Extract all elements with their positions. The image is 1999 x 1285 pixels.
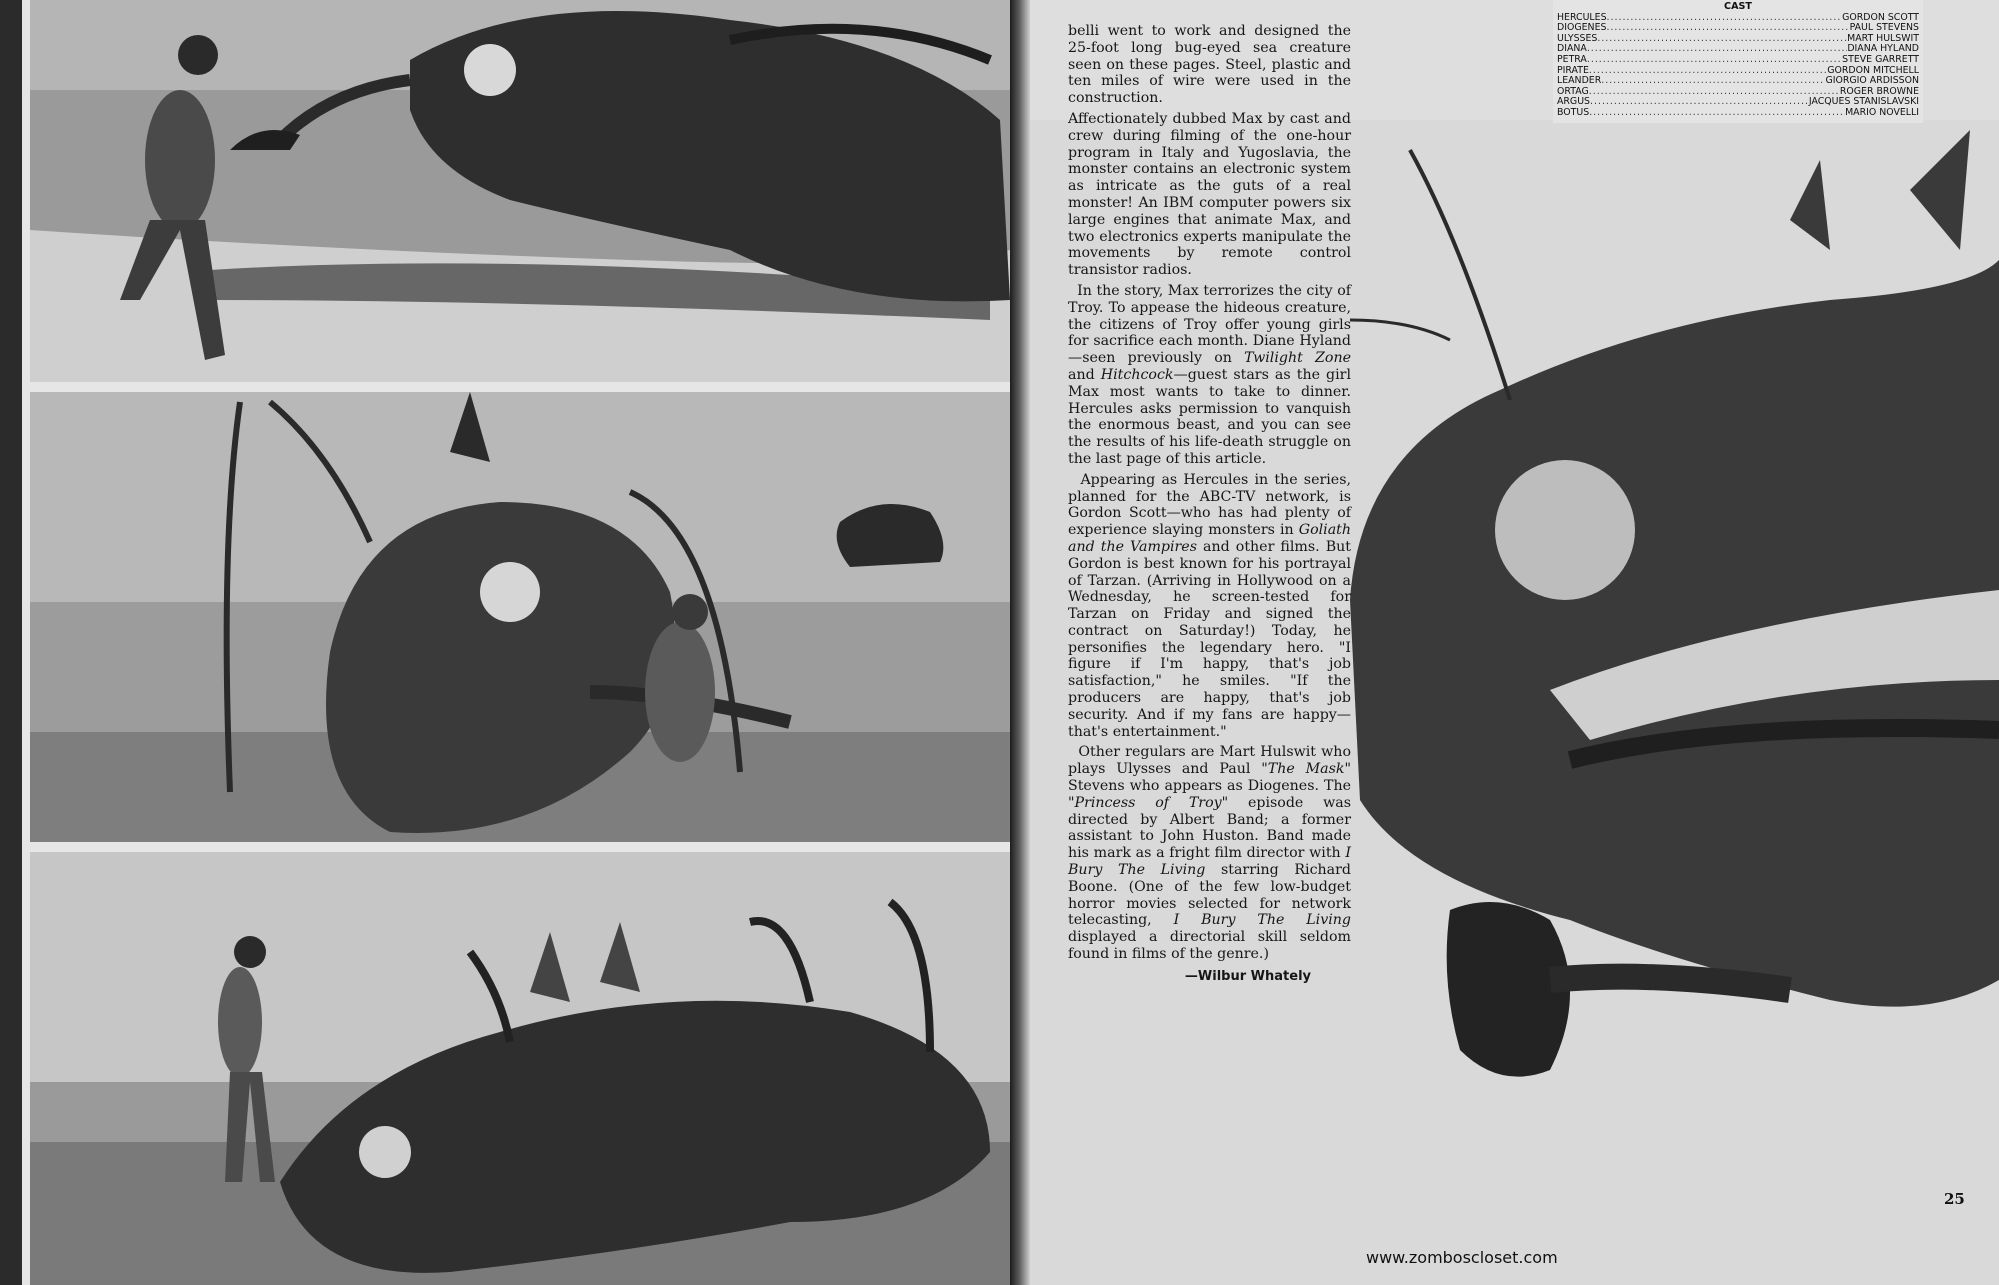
- article-paragraph-1: belli went to work and designed the 25-foot long bug-eyed sea creature seen on these pages. Steel, plastic and ten miles of wire were used in the construction.: [1068, 23, 1351, 107]
- cast-actor: DIANA HYLAND: [1847, 44, 1919, 55]
- cast-row: [1557, 44, 1919, 55]
- book-spine: [1010, 0, 1030, 1285]
- watermark-url: www.zomboscloset.com: [1366, 1248, 1558, 1267]
- cast-row: [1557, 66, 1919, 77]
- cast-role: HERCULES: [1557, 12, 1607, 23]
- cast-actor: ROGER BROWNE: [1839, 86, 1919, 97]
- article-body: [1068, 23, 1351, 986]
- cast-list: [1553, 0, 1923, 123]
- cast-actor: GIORGIO ARDISSON: [1825, 76, 1919, 87]
- cast-role: ARGUS: [1557, 97, 1591, 108]
- page-number: 25: [1944, 1190, 1965, 1208]
- article-byline: —Wilbur Whately: [1184, 968, 1311, 984]
- cast-actor: MARIO NOVELLI: [1845, 107, 1919, 118]
- cast-role: LEANDER: [1557, 76, 1602, 87]
- cast-row: [1557, 13, 1919, 24]
- cast-role: PIRATE: [1557, 65, 1589, 76]
- cast-row: [1557, 34, 1919, 45]
- article-paragraph-3: In the story, Max terrorizes the city of Troy. To appease the hideous creature, the citizens of Troy offer young girls for sacrifice each month. Diane Hyland—seen previously on Twilight Zone and Hitchcock—guest stars as the girl Max most wants to take to dinner. Hercules asks permission to vanquish the enormous beast, and you can see the results of his life-death struggle on the last page of this article.: [1068, 282, 1351, 467]
- cast-role: DIANA: [1557, 44, 1587, 55]
- cast-row: [1557, 87, 1919, 98]
- cast-role: DIOGENES: [1557, 23, 1607, 34]
- photo-hercules-facing-monster: [30, 0, 1010, 382]
- cast-actor: JACQUES STANISLAVSKI: [1808, 97, 1919, 108]
- cast-row: [1557, 55, 1919, 66]
- cast-row: [1557, 23, 1919, 34]
- cast-actor: GORDON MITCHELL: [1827, 65, 1919, 76]
- cast-actor: PAUL STEVENS: [1849, 23, 1919, 34]
- cast-role: ORTAG: [1557, 86, 1589, 97]
- cast-actor: MART HULSWIT: [1847, 33, 1919, 44]
- cast-row: [1557, 97, 1919, 108]
- article-paragraph-5: Other regulars are Mart Hulswit who plays Ulysses and Paul "The Mask" Stevens who appears as Diogenes. The "Princess of Troy" episode was directed by Albert Band; a former assistant to John Huston. Band made his mark as a fright film director with I Bury The Living starring Richard Boone. (One of the few low-budget horror movies selected for network telecasting, I Bury The Living displayed a directorial skill seldom found in films of the genre.): [1068, 744, 1352, 963]
- photo-monster-at-sea: [30, 392, 1010, 842]
- article-paragraph-2: Affectionately dubbed Max by cast and crew during filming of the one-hour program in Italy and Yugoslavia, the monster contains an electronic system as intricate as the guts of a real monster! An IBM computer powers six large engines that animate Max, and two electronics experts manipulate the movements by remote control transistor radios.: [1068, 110, 1351, 279]
- cast-actor: GORDON SCOTT: [1842, 12, 1919, 23]
- cast-title: CAST: [1724, 1, 1752, 12]
- cast-role: PETRA: [1557, 54, 1587, 65]
- cast-actor: STEVE GARRETT: [1842, 54, 1919, 65]
- article-paragraph-4: Appearing as Hercules in the series, planned for the ABC-TV network, is Gordon Scott—who has had plenty of experience slaying monsters in Goliath and the Vampires and other films. But Gordon is best known for his portrayal of Tarzan. (Arriving in Hollywood on a Wednesday, he screen-tested for Tarzan on Friday and signed the contract on Saturday!) Today, he personifies the legendary hero. "I figure if I'm happy, that's job satisfaction," he smiles. "If the producers are happy, that's job security. And if my fans are happy—that's entertainment.": [1068, 471, 1351, 740]
- cast-role: BOTUS: [1557, 107, 1590, 118]
- cast-role: ULYSSES: [1557, 33, 1598, 44]
- cast-row: [1557, 108, 1919, 119]
- cast-row: [1557, 76, 1919, 87]
- photo-defeated-monster: [30, 852, 1010, 1285]
